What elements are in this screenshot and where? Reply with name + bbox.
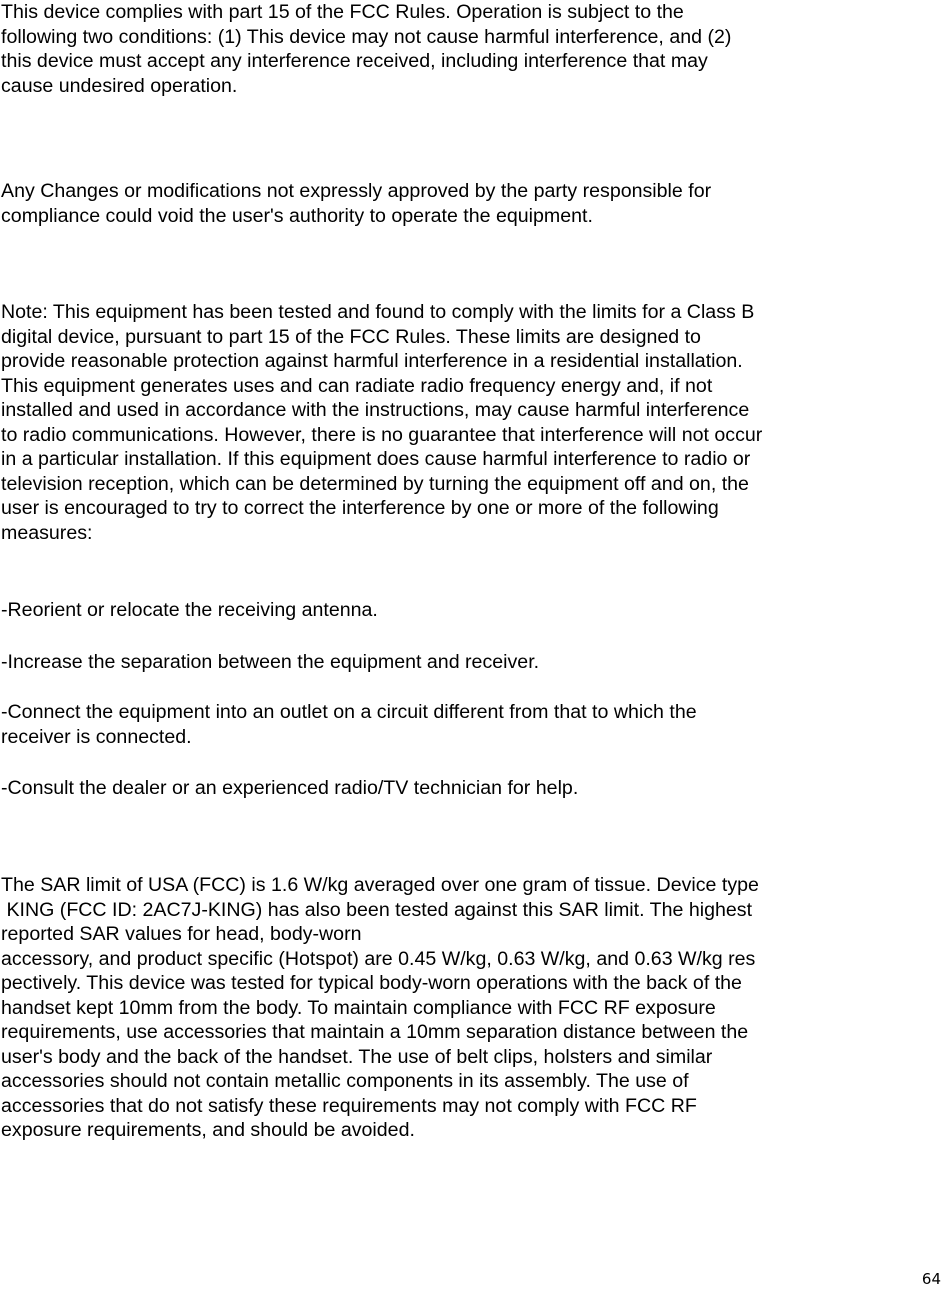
text-line: cause undesired operation. [1, 74, 238, 97]
measure-item-outlet [1, 700, 697, 749]
text-line: in a particular installation. If this equipment does cause harmful interference to radio or [1, 448, 751, 470]
text-line: Any Changes or modifications not expressly approved by the party responsible for [1, 180, 712, 202]
text-line: requirements, use accessories that maintain a 10mm separation distance between the [1, 1021, 749, 1043]
text-line: Note: This equipment has been tested and found to comply with the limits for a Class B [1, 301, 755, 323]
text-line: accessories that do not satisfy these requirements may not comply with FCC RF [1, 1094, 697, 1117]
sar-paragraph [1, 873, 759, 1143]
text-line: compliance could void the user's authority to operate the equipment. [1, 204, 593, 227]
text-line: installed and used in accordance with the instructions, may cause harmful interference [1, 399, 750, 421]
text-line: This device complies with part 15 of the FCC Rules. Operation is subject to the [1, 1, 684, 23]
text-line: provide reasonable protection against harmful interference in a residential installation. [1, 350, 743, 372]
fcc-conditions-paragraph [1, 0, 731, 98]
text-line: user's body and the back of the handset. The use of belt clips, holsters and similar [1, 1045, 713, 1068]
modifications-paragraph [1, 179, 711, 228]
text-line: -Reorient or relocate the receiving antenna. [1, 599, 378, 621]
class-b-note-paragraph [1, 300, 762, 545]
text-line: television reception, which can be determined by turning the equipment off and on, the [1, 472, 749, 495]
text-line: to radio communications. However, there is no guarantee that interference will not occur [1, 423, 763, 446]
text-line: handset kept 10mm from the body. To maintain compliance with FCC RF exposure [1, 996, 716, 1019]
text-line: following two conditions: (1) This device may not cause harmful interference, and (2) [1, 25, 732, 48]
text-line: accessory, and product specific (Hotspot) are 0.45 W/kg, 0.63 W/kg, and 0.63 W/kg res [1, 947, 756, 970]
text-line: This equipment generates uses and can radiate radio frequency energy and, if not [1, 374, 713, 397]
text-line: this device must accept any interference received, including interference that may [1, 50, 708, 72]
measure-item-consult [1, 776, 578, 801]
text-line: -Connect the equipment into an outlet on a circuit different from that to which the [1, 701, 697, 723]
text-line: measures: [1, 521, 93, 544]
measure-item-separation [1, 650, 539, 675]
text-line: The SAR limit of USA (FCC) is 1.6 W/kg averaged over one gram of tissue. Device type [1, 874, 759, 896]
text-line: receiver is connected. [1, 725, 192, 748]
text-line: -Consult the dealer or an experienced radio/TV technician for help. [1, 777, 579, 799]
text-line: -Increase the separation between the equipment and receiver. [1, 651, 540, 673]
text-line: pectively. This device was tested for typical body-worn operations with the back of the [1, 972, 742, 994]
text-line: KING (FCC ID: 2AC7J-KING) has also been tested against this SAR limit. The highest [1, 898, 753, 921]
text-line: accessories should not contain metallic components in its assembly. The use of [1, 1070, 689, 1092]
text-line: exposure requirements, and should be avoided. [1, 1119, 415, 1141]
text-line: digital device, pursuant to part 15 of the FCC Rules. These limits are designed to [1, 325, 701, 348]
text-line: user is encouraged to try to correct the interference by one or more of the following [1, 497, 719, 519]
measure-item-reorient [1, 598, 378, 623]
page-number: 64 [921, 1270, 941, 1288]
text-line: reported SAR values for head, body-worn [1, 923, 362, 945]
